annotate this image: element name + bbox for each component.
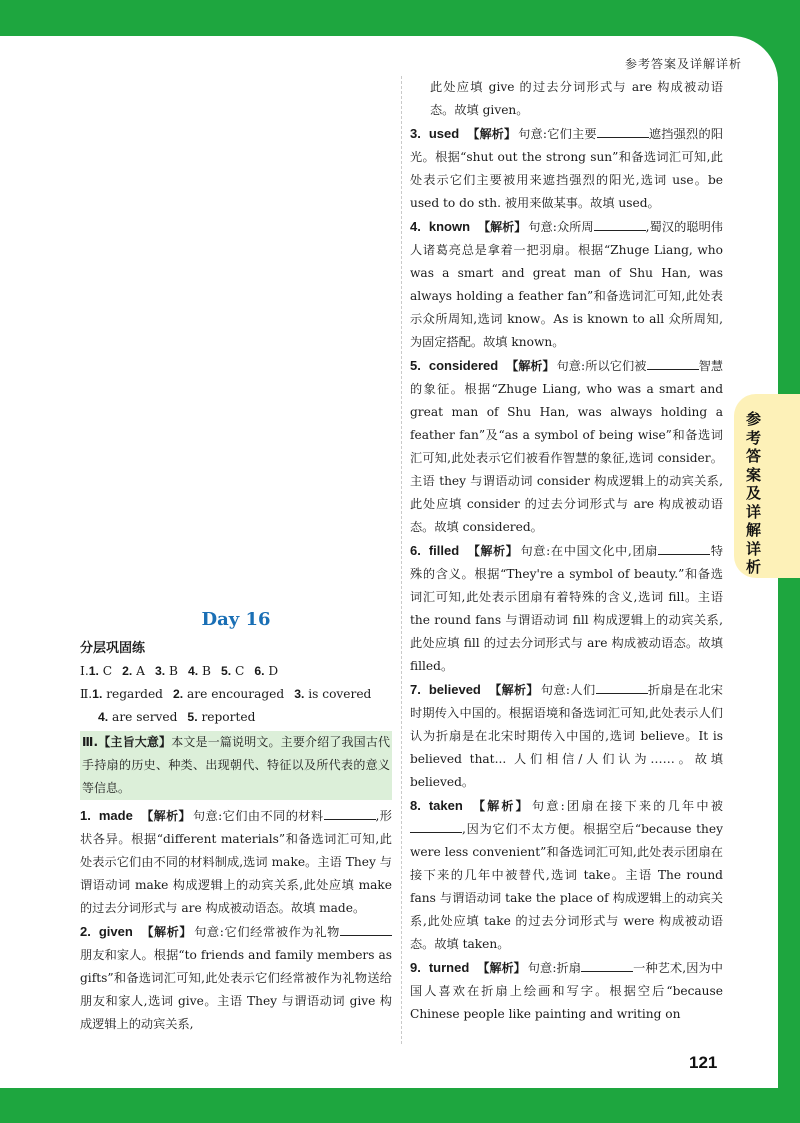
answer-item-8: 8. taken 【解析】 句意:团扇在接下来的几年中被,因为它们不太方便。根据空后“because they were less convenient”和备选词汇可知,此处表示团扇在接下来的几年中被替代,选词 take。主语 The round fans 与谓语动词 take the place of 构成逻辑上的动宾关系,此处应填 take 的过去分词形式与 were 构成被动语态。故填 taken。 (410, 798, 723, 951)
right-column (410, 76, 723, 1026)
part2-label: Ⅱ. (80, 687, 93, 701)
answer-word: made (98, 808, 133, 823)
part1-label: Ⅰ. (80, 664, 89, 678)
answer-item-2-cont: 此处应填 give 的过去分词形式与 are 构成被动语态。故填 given。 (430, 80, 723, 117)
main-idea-tag: 【主旨大意】 (98, 735, 172, 749)
side-tab-label: 参考答案及详解详析 (746, 410, 762, 576)
part3-label: Ⅲ. (82, 735, 99, 749)
answer-word: considered (428, 358, 499, 373)
page-header: 参考答案及详解详析 (624, 57, 742, 71)
answer-blank (596, 681, 648, 694)
answer-item-5: 5. considered 【解析】 句意:所以它们被 智慧的象征。根据“Zhuge Liang, who was a smart and great man of Shu Han, was always holding a feather fan”及“as a symbol of being wise”和备选词汇可知,此处表示它们被看作智慧的象征,选词 consider。主语 they 与谓语动词 consider 构成逻辑上的动宾关系,此处应填 consider 的过去分词形式与 are 构成被动语态。故填 considered。 (410, 358, 724, 534)
answer-blank (658, 542, 710, 555)
section-title: 分层巩固练 (80, 641, 146, 656)
answer-word: filled (428, 543, 460, 558)
day-title: Day 16 (201, 609, 271, 630)
answer-item-4: 4. known 【解析】 句意:众所周 ,蜀汉的聪明伟人诸葛亮总是拿着一把羽扇。根据“Zhuge Liang, who was a smart and great man of Shu Han, was always holding a feather fan”和备选词汇可知,此处表示众所周知,选词 know。As is known to all 众所周知,为固定搭配。故填 known。 (410, 219, 723, 349)
answer-blank (410, 820, 462, 833)
answer-word: taken (428, 798, 463, 813)
page-number: 121 (689, 1053, 718, 1072)
left-column (80, 608, 392, 1036)
answer-word: known (428, 219, 471, 234)
answer-blank (340, 923, 392, 936)
answer-blank (647, 357, 699, 370)
main-idea (80, 731, 392, 800)
column-divider (401, 76, 402, 1044)
answer-blank (581, 959, 633, 972)
part1-answers: Ⅰ.1. C 2. A 3. B 4. B 5. C 6. D (80, 664, 279, 678)
main-idea-text: 本文是一篇说明文。主要介绍了我国古代手持扇的历史、种类、出现朝代、特征以及所代表的意义等信息。 (82, 735, 390, 795)
answer-blank (324, 807, 376, 820)
answer-word: given (98, 924, 133, 939)
answer-word: used (428, 126, 460, 141)
answer-item-6: 6. filled 【解析】 句意:在中国文化中,团扇 特殊的含义。根据“They're a symbol of beauty.”和备选词汇可知,此处表示团扇有着特殊的含义,选词 fill。主语 the round fans 与谓语动词 fill 构成逻辑上的动宾关系,此处应填 fill 的过去分词形式与 are 构成被动语态。故填 filled。 (410, 543, 723, 673)
answer-item-9: 9. turned 【解析】 句意:折扇 一种艺术,因为中国人喜欢在折扇上绘画和写字。根据空后“because Chinese people like painting and writing on (410, 960, 723, 1021)
answer-word: turned (428, 960, 470, 975)
answer-item-1: 1. made 【解析】 句意:它们由不同的材料 ,形状各异。根据“different materials”和备选词汇可知,此处表示它们由不同的材料制成,选词 make。主语 They 与谓语动词 make 构成逻辑上的动宾关系,此处应填 make 的过去分词形式与 are 构成被动语态。故填 made。 (80, 808, 392, 915)
answer-item-2: 2. given 【解析】 句意:它们经常被作为礼物朋友和家人。根据“to friends and family members as gifts”和备选词汇可知,此处表示它们经常被作为礼物送给朋友和家人,选词 give。主语 They 与谓语动词 give 构成逻辑上的动宾关系, (80, 924, 392, 1031)
answer-blank (594, 218, 646, 231)
answer-item-7: 7. believed 【解析】 句意:人们 折扇是在北宋时期传入中国的。根据语境和备选词汇可知,此处表示人们认为折扇是在北宋时期传入中国的,选词 believe。It is believed that... 人们相信/人们认为……。故填 believed。 (410, 682, 723, 789)
part2-answers-cont: 4. are served 5. reported (98, 710, 256, 724)
part2-answers: Ⅱ.1. regarded 2. are encouraged 3. is covered (80, 687, 372, 701)
side-tab[interactable] (734, 394, 800, 578)
answer-blank (597, 125, 649, 138)
answer-item-3: 3. used 【解析】 句意:它们主要 遮挡强烈的阳光。根据“shut out the strong sun”和备选词汇可知,此处表示它们主要被用来遮挡强烈的阳光,选词 use。be used to do sth. 被用来做某事。故填 used。 (410, 126, 724, 210)
answer-word: believed (428, 682, 481, 697)
